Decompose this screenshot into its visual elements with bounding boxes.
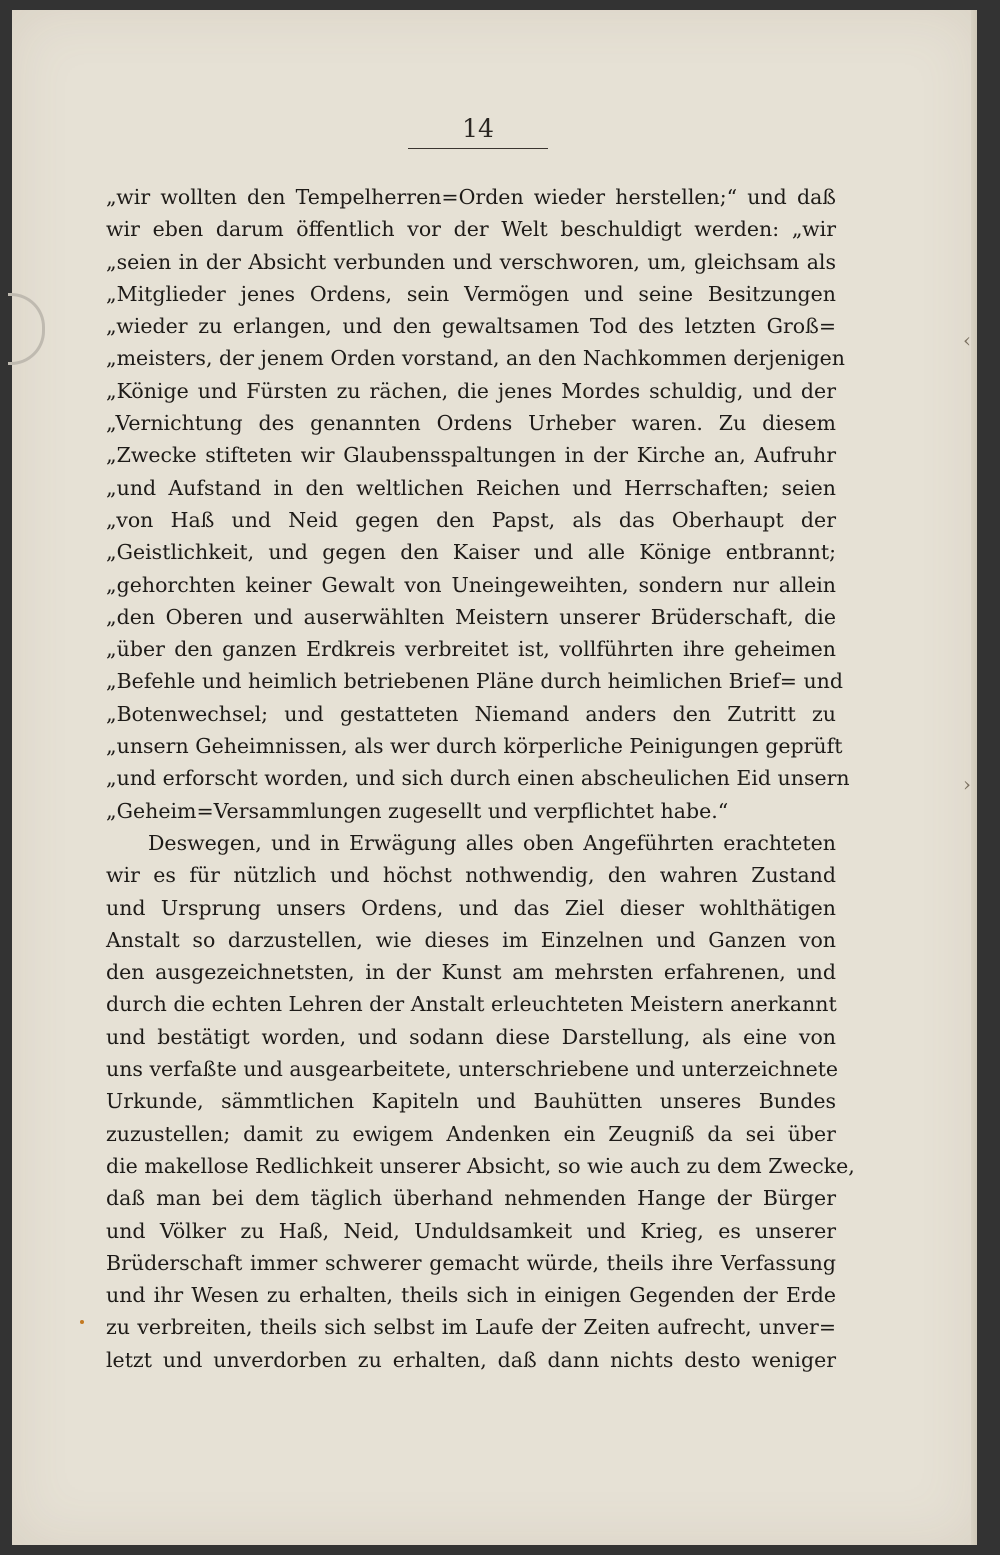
text-line: „Geheim=Versammlungen zugesellt und verpflichtet habe.“ (106, 798, 729, 823)
text-line: die makellose Redlichkeit unserer Absicht, so wie auch zu dem Zwecke, (106, 1153, 855, 1178)
text-line: durch die echten Lehren der Anstalt erleuchteten Meistern anerkannt (106, 992, 837, 1017)
binding-ring (8, 293, 45, 365)
text-line: den ausgezeichnetsten, in der Kunst am mehrsten erfahrenen, und (106, 960, 836, 985)
text-line: „den Oberen und auserwählten Meistern unserer Brüderschaft, die (106, 604, 836, 629)
text-line: „Mitglieder jenes Ordens, sein Vermögen und seine Besitzungen (106, 281, 836, 306)
text-line: „Vernichtung des genannten Ordens Urheber waren. Zu diesem (106, 411, 836, 436)
text-line: „wieder zu erlangen, und den gewaltsamen Tod des letzten Groß= (106, 314, 836, 339)
page-number: 14 (462, 114, 494, 143)
text-line: „Befehle und heimlich betriebenen Pläne durch heimlichen Brief= und (106, 669, 844, 694)
text-line: „Geistlichkeit, und gegen den Kaiser und alle Könige entbrannt; (106, 540, 836, 565)
text-line: „von Haß und Neid gegen den Papst, als das Oberhaupt der (106, 507, 836, 532)
page-header (408, 112, 548, 146)
text-line: „Könige und Fürsten zu rächen, die jenes Mordes schuldig, und der (106, 378, 836, 403)
text-line: „und erforscht worden, und sich durch einen abscheulichen Eid unsern (106, 766, 850, 791)
text-line: Brüderschaft immer schwerer gemacht würde, theils ihre Verfassung (106, 1250, 836, 1275)
text-line: und Völker zu Haß, Neid, Unduldsamkeit und Krieg, es unserer (106, 1218, 836, 1243)
margin-mark: › (963, 772, 971, 796)
text-line: wir es für nützlich und höchst nothwendig, den wahren Zustand (106, 863, 836, 888)
header-rule (408, 148, 548, 149)
text-line: und ihr Wesen zu erhalten, theils sich in einigen Gegenden der Erde (106, 1283, 836, 1308)
text-line: „Zwecke stifteten wir Glaubensspaltungen in der Kirche an, Aufruhr (106, 443, 836, 468)
text-line: uns verfaßte und ausgearbeitete, unterschriebene und unterzeichnete (106, 1057, 839, 1082)
text-line: „seien in der Absicht verbunden und verschworen, um, gleichsam als (106, 249, 836, 274)
text-line: zu verbreiten, theils sich selbst im Laufe der Zeiten aufrecht, unver= (106, 1315, 836, 1340)
text-line: zuzustellen; damit zu ewigem Andenken ein Zeugniß da sei über (106, 1121, 836, 1146)
text-line: „wir wollten den Tempelherren=Orden wieder herstellen;“ und daß (106, 185, 836, 209)
page-edge (971, 10, 977, 1545)
text-line: und Ursprung unsers Ordens, und das Ziel dieser wohlthätigen (106, 895, 836, 920)
text-line: daß man bei dem täglich überhand nehmenden Hange der Bürger (106, 1186, 836, 1211)
text-line: „gehorchten keiner Gewalt von Uneingeweihten, sondern nur allein (106, 572, 836, 597)
text-line: „meisters, der jenem Orden vorstand, an den Nachkommen derjenigen (106, 346, 845, 371)
text-line: und bestätigt worden, und sodann diese Darstellung, als eine von (106, 1024, 836, 1049)
ink-dot (80, 1320, 84, 1324)
text-line: wir eben darum öffentlich vor der Welt beschuldigt werden: „wir (106, 217, 836, 242)
text-line: Anstalt so darzustellen, wie dieses im Einzelnen und Ganzen von (106, 927, 836, 952)
text-line: Deswegen, und in Erwägung alles oben Angeführten erachteten (148, 830, 836, 855)
text-line: letzt und unverdorben zu erhalten, daß dann nichts desto weniger (106, 1347, 836, 1372)
text-line: Urkunde, sämmtlichen Kapiteln und Bauhütten unseres Bundes (106, 1089, 836, 1114)
text-line: „Botenwechsel; und gestatteten Niemand anders den Zutritt zu (106, 701, 836, 726)
text-line: „und Aufstand in den weltlichen Reichen und Herrschaften; seien (106, 475, 836, 500)
text-line: „über den ganzen Erdkreis verbreitet ist, vollführten ihre geheimen (106, 637, 836, 662)
margin-mark: ‹ (963, 328, 971, 352)
text-line: „unsern Geheimnissen, als wer durch körperliche Peinigungen geprüft (106, 734, 843, 759)
body-text (106, 181, 855, 1376)
